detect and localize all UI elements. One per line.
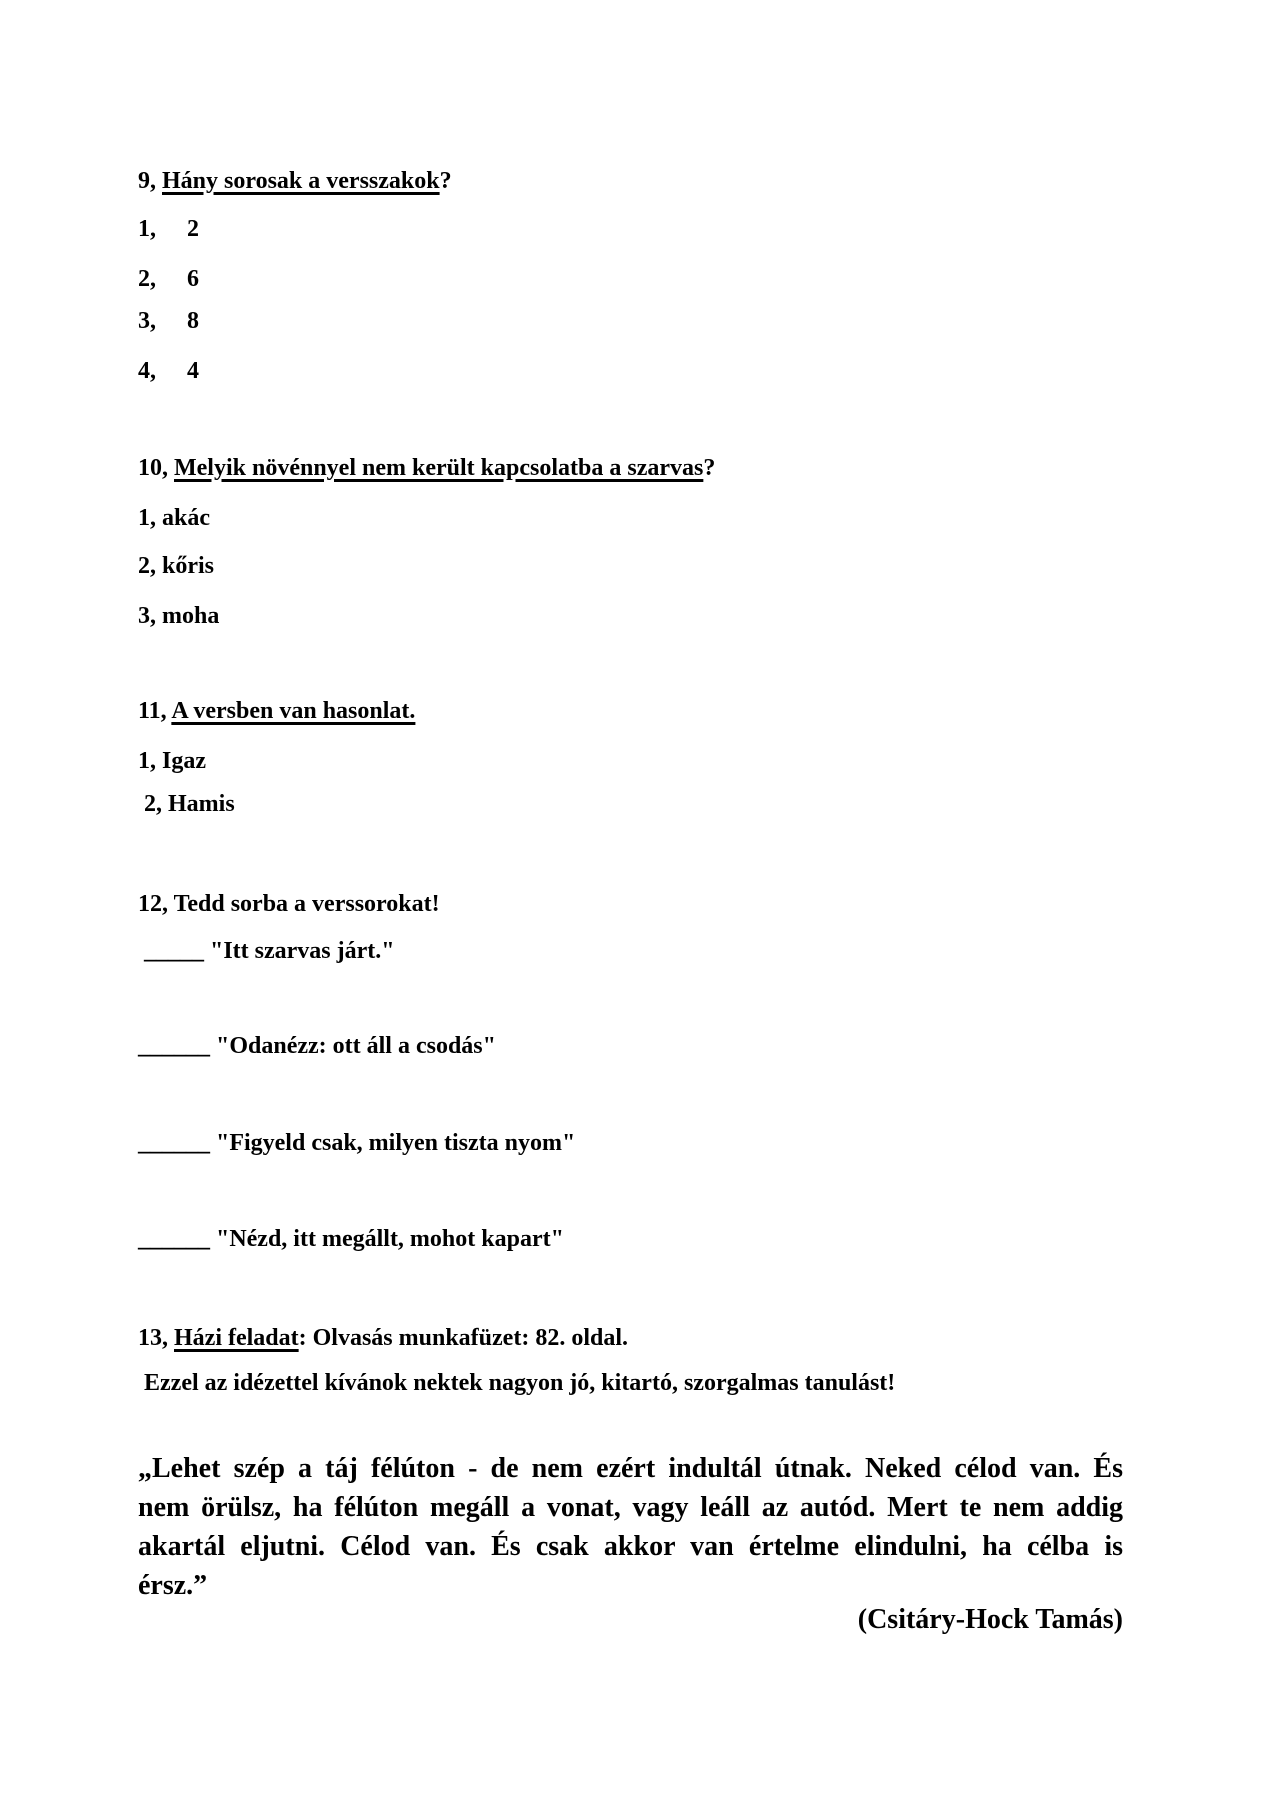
answer-blank: _____ [138, 938, 204, 964]
quote-attribution: (Csitáry-Hock Tamás) [857, 1604, 1123, 1635]
question-number: 9, [138, 168, 162, 194]
verse-line-text: "Nézd, itt megállt, mohot kapart" [210, 1226, 564, 1252]
option-value: 2 [187, 216, 199, 242]
question-10-option-1: 1, akác [138, 505, 210, 531]
answer-blank: ______ [138, 1226, 210, 1252]
question-11-option-2: 2, Hamis [138, 791, 235, 817]
question-number: 10, [138, 455, 174, 481]
question-11-heading [138, 699, 415, 723]
option-value: 6 [187, 266, 199, 292]
question-9-option-2 [138, 267, 199, 291]
question-13-heading [138, 1326, 628, 1350]
question-suffix: ? [439, 168, 452, 194]
order-item-2 [138, 1034, 496, 1058]
question-9-option-1 [138, 217, 199, 241]
question-title: Házi feladat [174, 1325, 299, 1351]
question-9-option-3 [138, 309, 199, 333]
question-title: Hány sorosak a versszakok [162, 168, 440, 194]
question-title: A versben van hasonlat. [171, 698, 416, 724]
closing-quote [138, 1449, 1123, 1605]
verse-line-text: "Figyeld csak, milyen tiszta nyom" [210, 1130, 576, 1156]
order-item-4 [138, 1227, 564, 1251]
quote-line: akartál eljutni. Célod van. És csak akkor van értelme elindulni, ha célba is [138, 1531, 1123, 1562]
answer-blank: ______ [138, 1130, 210, 1156]
option-label: 2, [138, 266, 156, 292]
verse-line-text: "Odanézz: ott áll a csodás" [210, 1033, 496, 1059]
question-12-heading: 12, Tedd sorba a verssorokat! [138, 891, 440, 917]
question-title: Melyik növénnyel nem került kapcsolatba a szarvas [174, 455, 704, 481]
question-number: 13, [138, 1325, 174, 1351]
option-label: 1, [138, 216, 156, 242]
answer-blank: ______ [138, 1033, 210, 1059]
option-value: 4 [187, 358, 199, 384]
order-item-1 [138, 939, 395, 963]
question-10-option-3: 3, moha [138, 603, 220, 629]
option-value: 8 [187, 308, 199, 334]
quote-line: érsz.” [138, 1570, 208, 1601]
quote-line: nem örülsz, ha félúton megáll a vonat, vagy leáll az autód. Mert te nem addig [138, 1492, 1123, 1523]
order-item-3 [138, 1131, 575, 1155]
option-label: 4, [138, 358, 156, 384]
option-label: 3, [138, 308, 156, 334]
question-suffix: : Olvasás munkafüzet: 82. oldal. [298, 1325, 628, 1351]
quote-line: „Lehet szép a táj félúton - de nem ezért indultál útnak. Neked célod van. És [138, 1453, 1123, 1484]
verse-line-text: "Itt szarvas járt." [204, 938, 395, 964]
question-9-heading [138, 169, 452, 193]
homework-note: Ezzel az idézettel kívánok nektek nagyon jó, kitartó, szorgalmas tanulást! [138, 1370, 896, 1396]
question-11-option-1: 1, Igaz [138, 748, 206, 774]
question-10-option-2: 2, kőris [138, 553, 215, 579]
question-suffix: ? [703, 455, 716, 481]
question-9-option-4 [138, 359, 199, 383]
question-10-heading [138, 456, 715, 480]
question-number: 11, [138, 698, 172, 724]
